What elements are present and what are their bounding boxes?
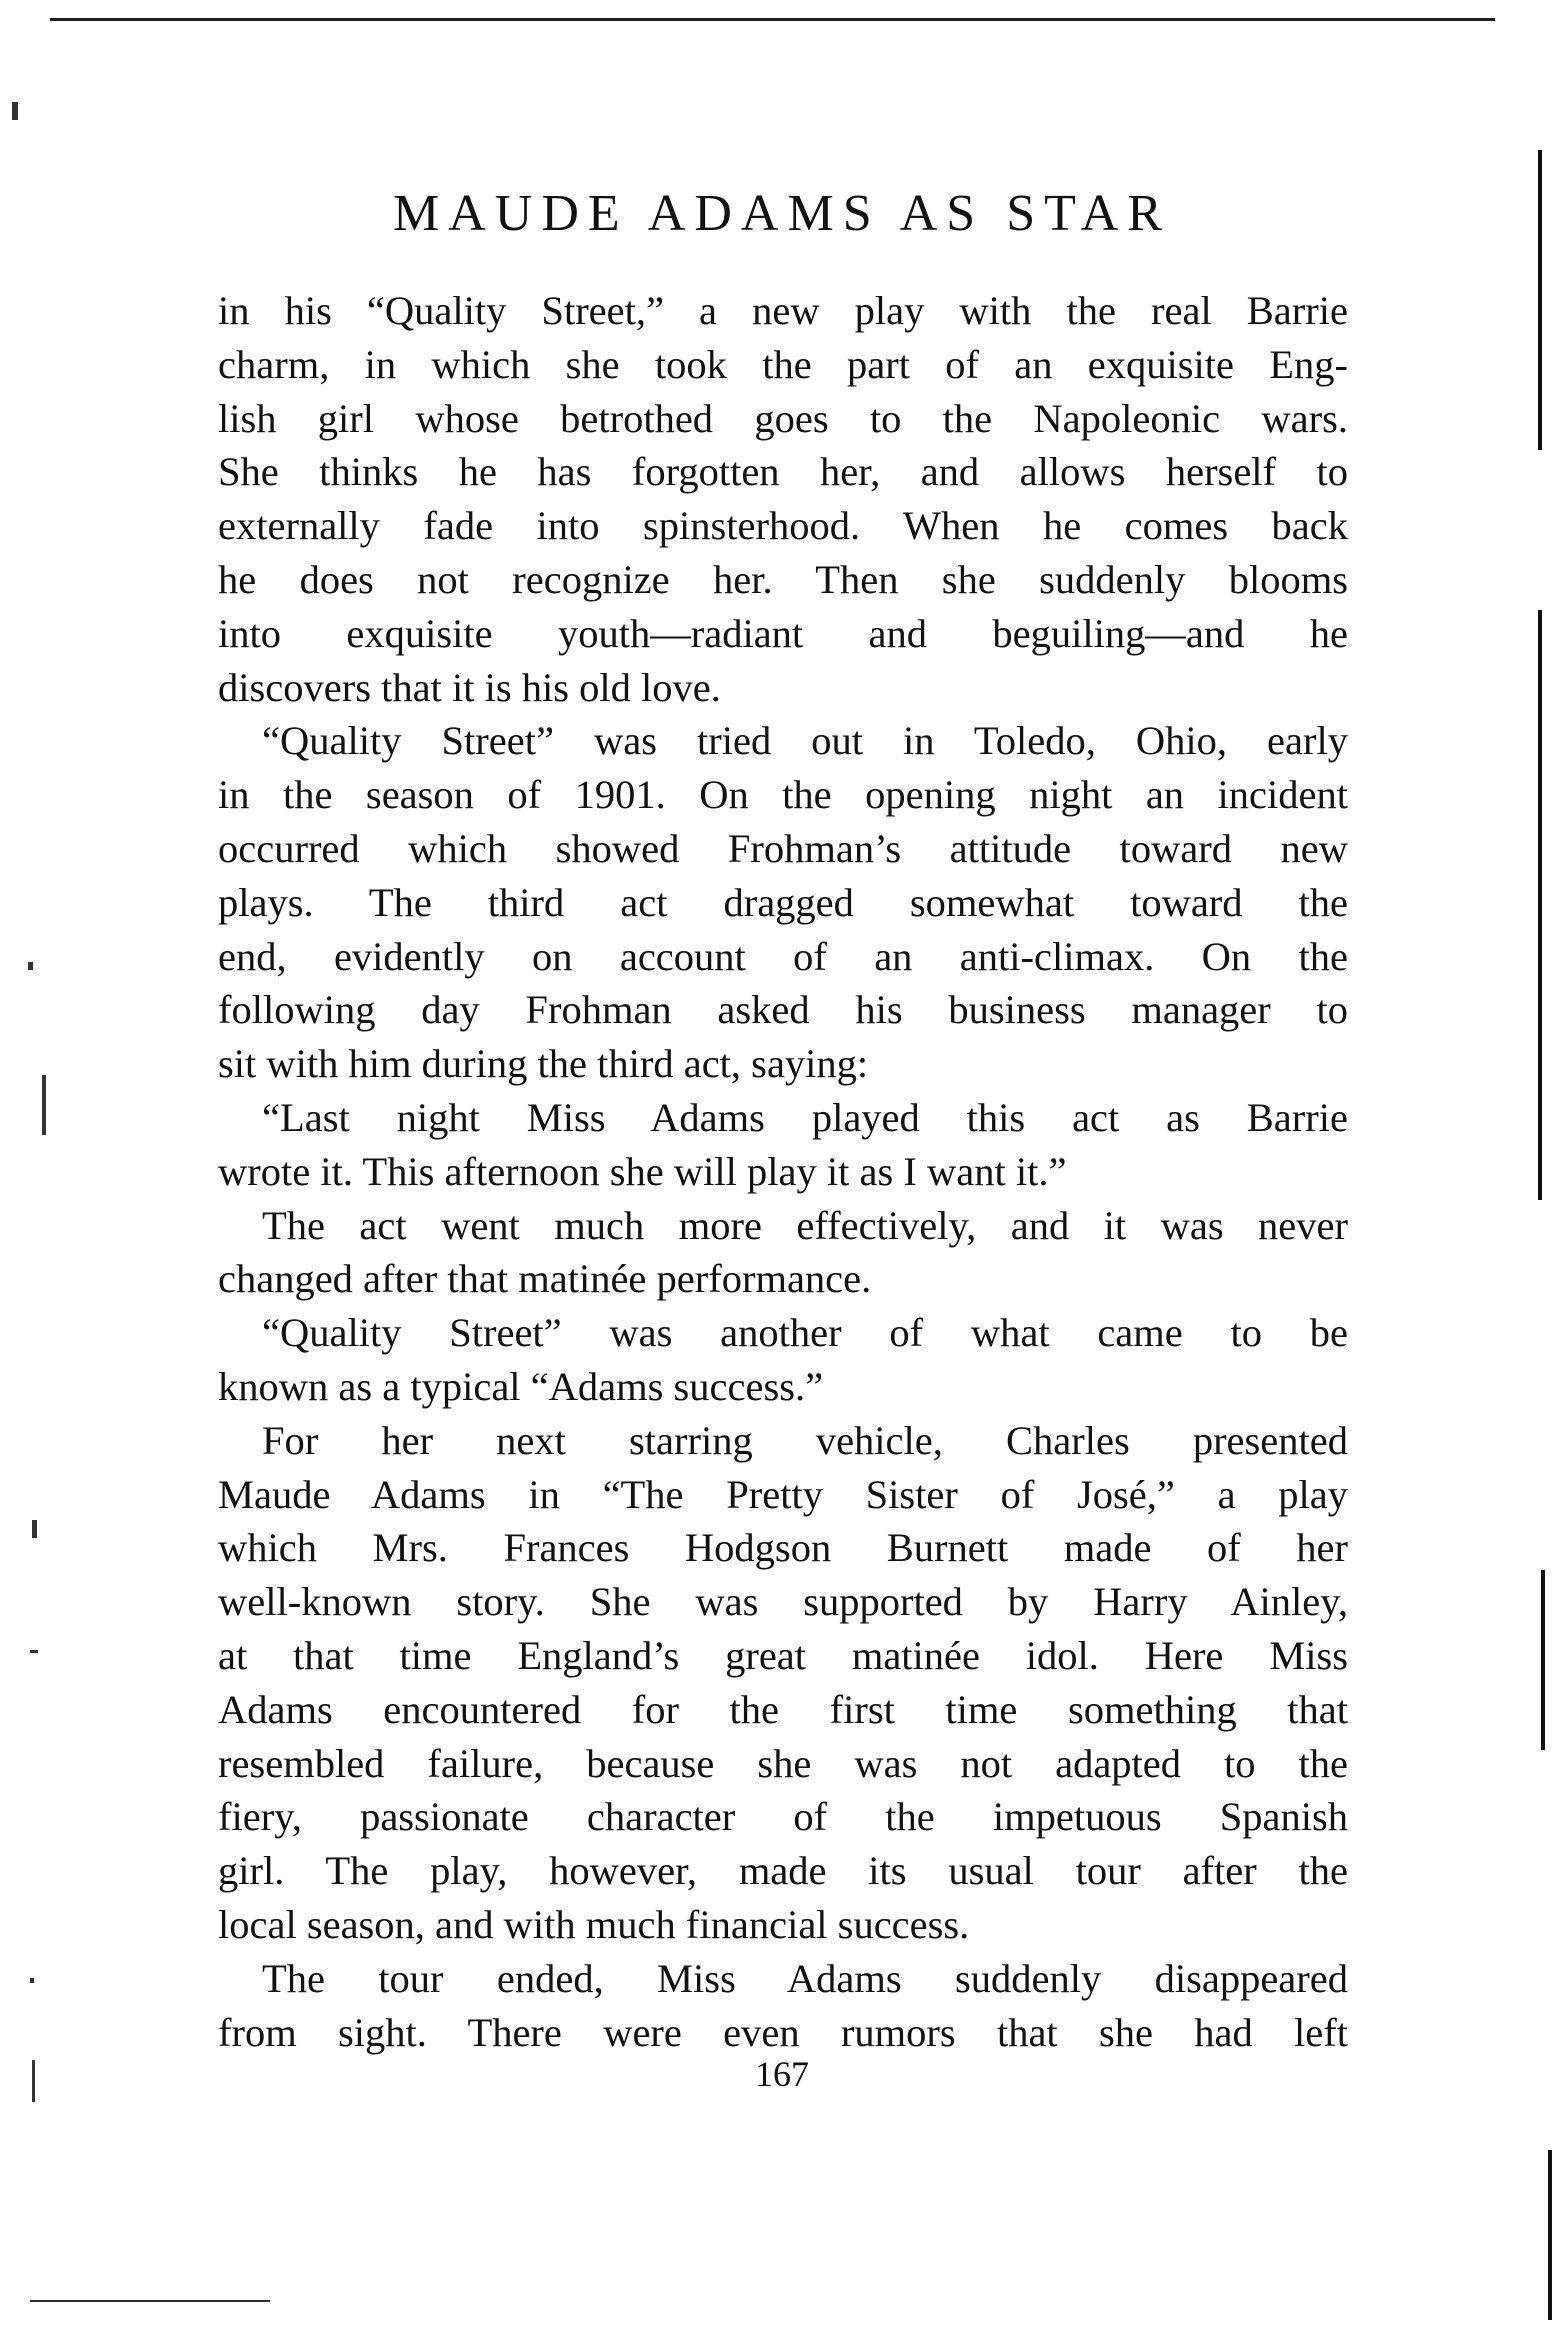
text-line: into exquisite youth—radiant and beguiling—and he	[218, 610, 1348, 656]
left-edge-mark-3	[42, 1075, 46, 1135]
body-text	[218, 284, 1348, 2059]
text-line: discovers that it is his old love.	[218, 664, 721, 710]
top-rule	[50, 18, 1495, 21]
right-gutter-line-4	[1548, 2150, 1552, 2320]
paragraph	[218, 1091, 1348, 1199]
text-line: from sight. There were even rumors that she had left	[218, 2009, 1348, 2055]
paragraph	[218, 284, 1348, 714]
paragraph	[218, 1306, 1348, 1414]
text-line: girl. The play, however, made its usual tour after the	[218, 1848, 1348, 1894]
text-line: resembled failure, because she was not adapted to the	[218, 1740, 1348, 1786]
text-line: “Last night Miss Adams played this act as Barrie	[262, 1094, 1348, 1140]
text-line: For her next starring vehicle, Charles presented	[262, 1417, 1348, 1463]
left-edge-mark-5	[30, 1650, 38, 1653]
text-line: The tour ended, Miss Adams suddenly disappeared	[262, 1955, 1348, 2001]
left-edge-mark-6	[30, 1978, 34, 1983]
text-line: wrote it. This afternoon she will play it as I want it.”	[218, 1148, 1067, 1194]
text-line: She thinks he has forgotten her, and allows herself to	[218, 449, 1348, 495]
text-line: Maude Adams in “The Pretty Sister of José,” a play	[218, 1471, 1348, 1517]
text-line: “Quality Street” was another of what came to be	[262, 1310, 1348, 1356]
paragraph	[218, 714, 1348, 1091]
running-header: MAUDE ADAMS AS STAR	[393, 185, 1171, 242]
text-line: externally fade into spinsterhood. When he comes back	[218, 503, 1348, 549]
text-line: known as a typical “Adams success.”	[218, 1363, 824, 1409]
text-line: lish girl whose betrothed goes to the Napoleonic wars.	[218, 395, 1348, 441]
text-line: The act went much more effectively, and it was never	[262, 1202, 1348, 1248]
text-line: following day Frohman asked his business manager to	[218, 987, 1348, 1033]
text-line: well-known story. She was supported by Harry Ainley,	[218, 1579, 1348, 1625]
page-number: 167	[755, 2054, 809, 2094]
text-line: fiery, passionate character of the impetuous Spanish	[218, 1794, 1348, 1840]
text-line: charm, in which she took the part of an exquisite Eng-	[218, 341, 1348, 387]
left-edge-mark-2	[28, 962, 33, 970]
right-gutter-line-2	[1538, 610, 1542, 1200]
paragraph	[218, 1414, 1348, 1952]
text-line: in the season of 1901. On the opening night an incident	[218, 772, 1348, 818]
text-line: he does not recognize her. Then she suddenly blooms	[218, 556, 1348, 602]
left-edge-mark-4	[32, 1520, 37, 1538]
text-line: sit with him during the third act, saying:	[218, 1041, 869, 1087]
text-line: “Quality Street” was tried out in Toledo, Ohio, early	[262, 718, 1348, 764]
text-line: end, evidently on account of an anti-climax. On the	[218, 933, 1348, 979]
paragraph	[218, 1199, 1348, 1307]
right-gutter-line-3	[1541, 1570, 1545, 1750]
text-line: changed after that matinée performance.	[218, 1256, 872, 1302]
paragraph	[218, 1952, 1348, 2060]
text-line: Adams encountered for the first time something that	[218, 1686, 1348, 1732]
left-edge-mark-1	[12, 102, 18, 120]
text-line: plays. The third act dragged somewhat toward the	[218, 879, 1348, 925]
bottom-edge-mark	[30, 2300, 270, 2302]
text-line: in his “Quality Street,” a new play with the real Barrie	[218, 288, 1348, 333]
text-line: occurred which showed Frohman’s attitude toward new	[218, 825, 1348, 871]
text-line: local season, and with much financial success.	[218, 1901, 970, 1947]
text-line: which Mrs. Frances Hodgson Burnett made of her	[218, 1525, 1348, 1571]
text-line: at that time England’s great matinée idol. Here Miss	[218, 1632, 1348, 1678]
